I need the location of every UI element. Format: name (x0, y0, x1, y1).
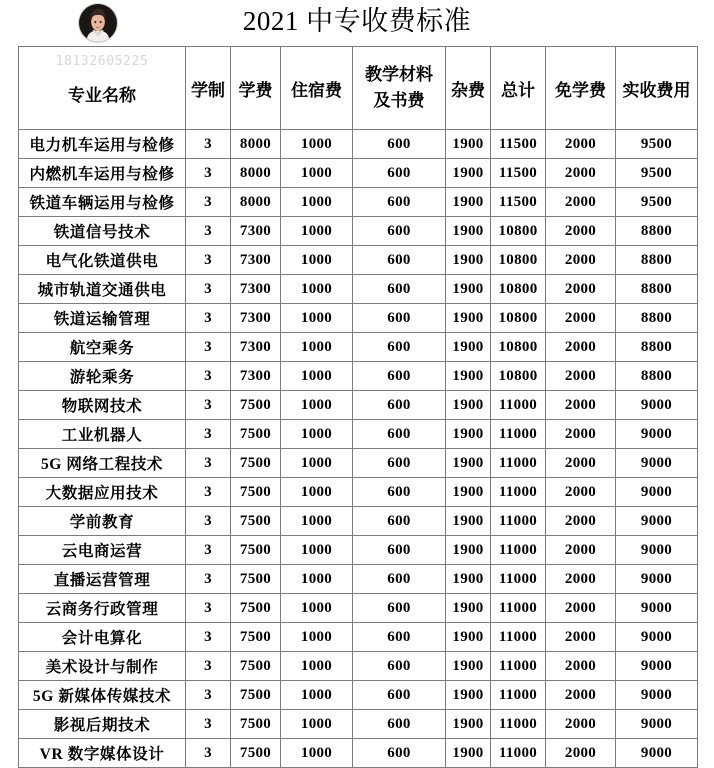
cell-years: 3 (186, 217, 231, 246)
cell-years: 3 (186, 159, 231, 188)
cell-total: 11500 (491, 130, 546, 159)
cell-years: 3 (186, 420, 231, 449)
cell-tuition: 7500 (231, 391, 281, 420)
cell-material: 600 (353, 217, 446, 246)
table-row (19, 333, 698, 362)
cell-material: 600 (353, 130, 446, 159)
column-header-major (19, 47, 186, 130)
cell-dorm: 1000 (281, 420, 353, 449)
cell-major: 云电商运营 (19, 536, 186, 565)
table-row (19, 217, 698, 246)
cell-material: 600 (353, 710, 446, 739)
cell-major: 直播运营管理 (19, 565, 186, 594)
cell-free: 2000 (546, 420, 616, 449)
cell-free: 2000 (546, 652, 616, 681)
page-header (0, 0, 714, 44)
cell-dorm: 1000 (281, 449, 353, 478)
table-row (19, 681, 698, 710)
column-header-dorm: 住宿费 (281, 47, 353, 130)
cell-tuition: 7300 (231, 333, 281, 362)
cell-misc: 1900 (446, 188, 491, 217)
cell-misc: 1900 (446, 623, 491, 652)
cell-material: 600 (353, 420, 446, 449)
cell-material: 600 (353, 507, 446, 536)
cell-free: 2000 (546, 130, 616, 159)
cell-years: 3 (186, 623, 231, 652)
cell-free: 2000 (546, 391, 616, 420)
cell-actual: 8800 (616, 333, 698, 362)
cell-major: 航空乘务 (19, 333, 186, 362)
cell-misc: 1900 (446, 159, 491, 188)
cell-misc: 1900 (446, 681, 491, 710)
table-row (19, 420, 698, 449)
cell-free: 2000 (546, 536, 616, 565)
cell-total: 11500 (491, 188, 546, 217)
cell-dorm: 1000 (281, 333, 353, 362)
cell-misc: 1900 (446, 275, 491, 304)
cell-free: 2000 (546, 246, 616, 275)
cell-dorm: 1000 (281, 594, 353, 623)
cell-total: 10800 (491, 362, 546, 391)
cell-tuition: 7500 (231, 739, 281, 768)
cell-major: 铁道车辆运用与检修 (19, 188, 186, 217)
cell-major: 影视后期技术 (19, 710, 186, 739)
cell-major: VR 数字媒体设计 (19, 739, 186, 768)
fee-table (18, 46, 698, 768)
cell-material: 600 (353, 652, 446, 681)
cell-actual: 9000 (616, 594, 698, 623)
cell-major: 5G 新媒体传媒技术 (19, 681, 186, 710)
cell-total: 11000 (491, 391, 546, 420)
cell-total: 11000 (491, 623, 546, 652)
cell-material: 600 (353, 159, 446, 188)
cell-tuition: 7500 (231, 478, 281, 507)
cell-free: 2000 (546, 304, 616, 333)
cell-major: 游轮乘务 (19, 362, 186, 391)
cell-dorm: 1000 (281, 478, 353, 507)
cell-free: 2000 (546, 449, 616, 478)
table-row (19, 449, 698, 478)
cell-dorm: 1000 (281, 507, 353, 536)
cell-tuition: 7500 (231, 565, 281, 594)
cell-tuition: 7300 (231, 275, 281, 304)
cell-tuition: 7500 (231, 449, 281, 478)
cell-dorm: 1000 (281, 188, 353, 217)
cell-misc: 1900 (446, 246, 491, 275)
cell-misc: 1900 (446, 652, 491, 681)
cell-total: 11000 (491, 652, 546, 681)
cell-dorm: 1000 (281, 246, 353, 275)
cell-free: 2000 (546, 478, 616, 507)
cell-free: 2000 (546, 565, 616, 594)
cell-major: 5G 网络工程技术 (19, 449, 186, 478)
cell-actual: 9500 (616, 130, 698, 159)
cell-tuition: 7300 (231, 362, 281, 391)
cell-total: 11000 (491, 565, 546, 594)
column-header-material (353, 47, 446, 130)
column-header-major-label: 专业名称 (68, 85, 136, 105)
cell-actual: 9000 (616, 681, 698, 710)
cell-total: 11000 (491, 507, 546, 536)
cell-free: 2000 (546, 217, 616, 246)
cell-tuition: 7300 (231, 246, 281, 275)
table-row (19, 130, 698, 159)
cell-total: 10800 (491, 304, 546, 333)
column-header-actual: 实收费用 (616, 47, 698, 130)
cell-tuition: 7500 (231, 594, 281, 623)
cell-major: 铁道信号技术 (19, 217, 186, 246)
cell-tuition: 7500 (231, 710, 281, 739)
column-header-free: 免学费 (546, 47, 616, 130)
cell-free: 2000 (546, 275, 616, 304)
table-row (19, 623, 698, 652)
cell-major: 铁道运输管理 (19, 304, 186, 333)
table-header-row (19, 47, 698, 130)
cell-dorm: 1000 (281, 710, 353, 739)
table-header (19, 47, 698, 130)
cell-misc: 1900 (446, 536, 491, 565)
table-row (19, 507, 698, 536)
column-header-years: 学制 (186, 47, 231, 130)
cell-misc: 1900 (446, 391, 491, 420)
cell-major: 大数据应用技术 (19, 478, 186, 507)
cell-misc: 1900 (446, 565, 491, 594)
cell-material: 600 (353, 391, 446, 420)
cell-years: 3 (186, 246, 231, 275)
cell-total: 11500 (491, 159, 546, 188)
cell-misc: 1900 (446, 507, 491, 536)
cell-actual: 9000 (616, 478, 698, 507)
column-header-misc: 杂费 (446, 47, 491, 130)
cell-actual: 8800 (616, 304, 698, 333)
cell-material: 600 (353, 478, 446, 507)
cell-years: 3 (186, 449, 231, 478)
cell-material: 600 (353, 304, 446, 333)
cell-misc: 1900 (446, 710, 491, 739)
table-row (19, 652, 698, 681)
cell-tuition: 7500 (231, 652, 281, 681)
cell-major: 物联网技术 (19, 391, 186, 420)
cell-major: 工业机器人 (19, 420, 186, 449)
cell-material: 600 (353, 681, 446, 710)
cell-misc: 1900 (446, 217, 491, 246)
cell-actual: 9000 (616, 739, 698, 768)
cell-major: 城市轨道交通供电 (19, 275, 186, 304)
cell-misc: 1900 (446, 739, 491, 768)
cell-free: 2000 (546, 623, 616, 652)
cell-years: 3 (186, 536, 231, 565)
cell-total: 11000 (491, 739, 546, 768)
table-row (19, 565, 698, 594)
table-row (19, 594, 698, 623)
cell-tuition: 7300 (231, 304, 281, 333)
cell-material: 600 (353, 565, 446, 594)
table-row (19, 304, 698, 333)
table-row (19, 478, 698, 507)
cell-misc: 1900 (446, 449, 491, 478)
cell-material: 600 (353, 362, 446, 391)
cell-free: 2000 (546, 159, 616, 188)
cell-tuition: 8000 (231, 130, 281, 159)
cell-free: 2000 (546, 681, 616, 710)
column-header-tuition: 学费 (231, 47, 281, 130)
cell-actual: 9000 (616, 536, 698, 565)
cell-years: 3 (186, 362, 231, 391)
cell-actual: 9000 (616, 507, 698, 536)
cell-misc: 1900 (446, 304, 491, 333)
cell-years: 3 (186, 304, 231, 333)
cell-total: 11000 (491, 594, 546, 623)
cell-years: 3 (186, 565, 231, 594)
cell-material: 600 (353, 594, 446, 623)
cell-free: 2000 (546, 362, 616, 391)
cell-dorm: 1000 (281, 275, 353, 304)
cell-actual: 9000 (616, 565, 698, 594)
cell-material: 600 (353, 536, 446, 565)
cell-actual: 9000 (616, 710, 698, 739)
column-header-material-line2: 及书费 (373, 91, 425, 110)
cell-actual: 9000 (616, 652, 698, 681)
cell-years: 3 (186, 710, 231, 739)
cell-major: 会计电算化 (19, 623, 186, 652)
cell-years: 3 (186, 188, 231, 217)
cell-total: 10800 (491, 246, 546, 275)
cell-dorm: 1000 (281, 362, 353, 391)
cell-total: 10800 (491, 275, 546, 304)
cell-tuition: 7500 (231, 507, 281, 536)
cell-years: 3 (186, 391, 231, 420)
cell-total: 11000 (491, 478, 546, 507)
cell-actual: 8800 (616, 275, 698, 304)
cell-actual: 8800 (616, 362, 698, 391)
cell-material: 600 (353, 623, 446, 652)
cell-free: 2000 (546, 739, 616, 768)
fee-table-container (18, 46, 697, 768)
table-row (19, 536, 698, 565)
cell-actual: 8800 (616, 217, 698, 246)
cell-actual: 8800 (616, 246, 698, 275)
cell-material: 600 (353, 449, 446, 478)
cell-tuition: 7500 (231, 420, 281, 449)
table-row (19, 188, 698, 217)
cell-material: 600 (353, 739, 446, 768)
cell-actual: 9000 (616, 391, 698, 420)
cell-years: 3 (186, 507, 231, 536)
cell-total: 11000 (491, 420, 546, 449)
cell-total: 11000 (491, 681, 546, 710)
cell-dorm: 1000 (281, 739, 353, 768)
cell-material: 600 (353, 333, 446, 362)
cell-major: 内燃机车运用与检修 (19, 159, 186, 188)
cell-material: 600 (353, 275, 446, 304)
table-row (19, 275, 698, 304)
cell-misc: 1900 (446, 333, 491, 362)
cell-dorm: 1000 (281, 217, 353, 246)
cell-material: 600 (353, 246, 446, 275)
cell-actual: 9000 (616, 449, 698, 478)
cell-years: 3 (186, 275, 231, 304)
cell-dorm: 1000 (281, 565, 353, 594)
table-row (19, 246, 698, 275)
cell-actual: 9500 (616, 188, 698, 217)
cell-major: 电气化铁道供电 (19, 246, 186, 275)
cell-misc: 1900 (446, 420, 491, 449)
cell-dorm: 1000 (281, 304, 353, 333)
cell-misc: 1900 (446, 130, 491, 159)
watermark-phone: 18132605225 (55, 54, 149, 69)
cell-actual: 9000 (616, 420, 698, 449)
cell-major: 学前教育 (19, 507, 186, 536)
cell-dorm: 1000 (281, 536, 353, 565)
cell-dorm: 1000 (281, 652, 353, 681)
table-row (19, 362, 698, 391)
cell-misc: 1900 (446, 478, 491, 507)
cell-years: 3 (186, 652, 231, 681)
cell-free: 2000 (546, 507, 616, 536)
cell-years: 3 (186, 333, 231, 362)
table-row (19, 159, 698, 188)
cell-dorm: 1000 (281, 391, 353, 420)
cell-major: 美术设计与制作 (19, 652, 186, 681)
cell-tuition: 7500 (231, 623, 281, 652)
cell-free: 2000 (546, 710, 616, 739)
cell-total: 11000 (491, 449, 546, 478)
column-header-total: 总计 (491, 47, 546, 130)
cell-dorm: 1000 (281, 159, 353, 188)
cell-misc: 1900 (446, 594, 491, 623)
cell-free: 2000 (546, 188, 616, 217)
cell-major: 云商务行政管理 (19, 594, 186, 623)
cell-dorm: 1000 (281, 681, 353, 710)
cell-tuition: 7300 (231, 217, 281, 246)
table-row (19, 710, 698, 739)
page-title: 2021 中专收费标准 (242, 6, 472, 36)
column-header-material-line1: 教学材料 (365, 64, 433, 84)
table-row (19, 391, 698, 420)
cell-dorm: 1000 (281, 130, 353, 159)
cell-tuition: 7500 (231, 536, 281, 565)
cell-major: 电力机车运用与检修 (19, 130, 186, 159)
table-body (19, 130, 698, 768)
cell-free: 2000 (546, 333, 616, 362)
cell-tuition: 8000 (231, 159, 281, 188)
cell-actual: 9000 (616, 623, 698, 652)
cell-years: 3 (186, 478, 231, 507)
cell-free: 2000 (546, 594, 616, 623)
cell-dorm: 1000 (281, 623, 353, 652)
cell-tuition: 8000 (231, 188, 281, 217)
cell-misc: 1900 (446, 362, 491, 391)
cell-total: 10800 (491, 333, 546, 362)
cell-total: 11000 (491, 536, 546, 565)
cell-tuition: 7500 (231, 681, 281, 710)
table-row (19, 739, 698, 768)
cell-material: 600 (353, 188, 446, 217)
cell-total: 11000 (491, 710, 546, 739)
cell-years: 3 (186, 594, 231, 623)
cell-actual: 9500 (616, 159, 698, 188)
cell-total: 10800 (491, 217, 546, 246)
cell-years: 3 (186, 681, 231, 710)
cell-years: 3 (186, 130, 231, 159)
cell-years: 3 (186, 739, 231, 768)
